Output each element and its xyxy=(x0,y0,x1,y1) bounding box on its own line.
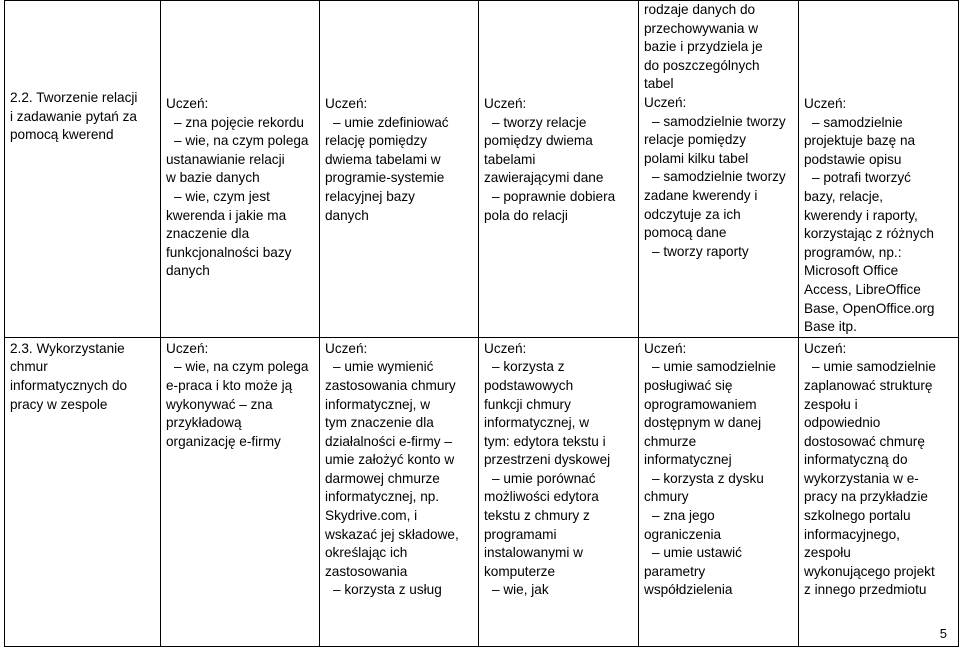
text-line: chmury xyxy=(644,489,689,505)
text-line: informatycznej, w xyxy=(325,396,431,412)
text-line: – umie zdefiniować xyxy=(333,114,449,130)
text-line: polami kilku tabel xyxy=(644,150,749,166)
text-line: dostosować chmurę xyxy=(804,433,925,449)
text-line: – samodzielnie tworzy xyxy=(652,113,786,129)
text-line: w bazie danych xyxy=(166,170,260,186)
text-line: umie założyć konto w xyxy=(325,452,455,468)
text-line: pomiędzy dwiema xyxy=(484,133,593,149)
text-line: wskazać jej składowe, xyxy=(325,526,459,542)
table-row xyxy=(5,337,959,646)
text-line: – korzysta z xyxy=(492,359,565,375)
topic-cell xyxy=(5,1,161,338)
text-line: relacje pomiędzy xyxy=(644,132,746,148)
text-line: Uczeń: xyxy=(166,96,209,111)
text-line: Microsoft Office xyxy=(804,263,899,279)
text-line: zespołu i xyxy=(804,396,858,412)
text-line: e-praca i kto może ją xyxy=(166,377,293,393)
text-line: do poszczególnych xyxy=(644,57,760,73)
text-line: – wie, jak xyxy=(492,582,549,598)
text-line: – tworzy relacje xyxy=(492,114,587,130)
text-line: posługiwać się xyxy=(644,377,733,393)
text-line: szkolnego portalu xyxy=(804,508,911,524)
text-line: zawierającymi dane xyxy=(484,170,604,186)
text-line: tabelami xyxy=(484,151,536,167)
text-line: – wie, czym jest xyxy=(174,188,270,204)
text-line: dostępnym w danej xyxy=(644,415,762,431)
text-line: 2.2. Tworzenie relacji xyxy=(10,90,138,105)
requirement-cell xyxy=(479,1,639,338)
text-line: organizację e-firmy xyxy=(166,433,281,449)
text-line: danych xyxy=(325,207,369,223)
requirement-cell xyxy=(639,337,799,646)
text-line: podstawie opisu xyxy=(804,151,902,167)
text-line: możliwości edytora xyxy=(484,489,599,505)
text-line: korzystając z różnych xyxy=(804,226,934,242)
text-line: z innego przedmiotu xyxy=(804,582,927,598)
requirement-cell xyxy=(161,1,320,338)
text-line: Uczeń: xyxy=(804,96,847,111)
text-line: relacyjnej bazy xyxy=(325,188,415,204)
text-line: pracy na przykładzie xyxy=(804,489,928,505)
text-line: parametry xyxy=(644,563,706,579)
text-line: – tworzy raporty xyxy=(652,243,749,259)
text-line: wykonującego projekt xyxy=(804,563,935,579)
text-line: Access, LibreOffice xyxy=(804,281,921,297)
text-line: odczytuje za ich xyxy=(644,206,741,222)
text-line: informacyjnego, xyxy=(804,526,900,542)
text-line: pomocą dane xyxy=(644,225,727,241)
text-line: Uczeń: xyxy=(484,96,527,111)
text-line: – samodzielnie xyxy=(812,114,903,130)
text-line: podstawowych xyxy=(484,377,574,393)
text-line: instalowanymi w xyxy=(484,545,583,561)
text-line: kwerendy i raporty, xyxy=(804,207,918,223)
text-line: tekstu z chmury z xyxy=(484,508,590,524)
requirement-cell xyxy=(320,337,479,646)
text-line: i zadawanie pytań za xyxy=(10,108,137,124)
text-line: – potrafi tworzyć xyxy=(812,170,911,186)
text-line: informatycznej, np. xyxy=(325,489,440,505)
text-line: tym: edytora tekstu i xyxy=(484,433,606,449)
text-line: programie-systemie xyxy=(325,170,445,186)
text-line: wykorzystania w e- xyxy=(804,470,919,486)
text-line: 2.3. Wykorzystanie xyxy=(10,340,125,356)
requirement-cell xyxy=(479,337,639,646)
text-line: funkcjonalności bazy xyxy=(166,244,292,260)
text-line: – umie wymienić xyxy=(333,359,434,375)
topic-cell xyxy=(5,337,161,646)
curriculum-table xyxy=(4,0,959,647)
text-line: Uczeń: xyxy=(644,340,687,356)
text-line: bazy, relacje, xyxy=(804,188,884,204)
text-line: programami xyxy=(484,526,557,542)
text-line: projektuje bazę na xyxy=(804,133,916,149)
text-line: pola do relacji xyxy=(484,207,568,223)
text-line: Base, OpenOffice.org xyxy=(804,300,935,316)
text-line: Base itp. xyxy=(804,319,857,335)
text-line: wykonywać – zna xyxy=(166,396,273,412)
text-line: danych xyxy=(166,263,210,279)
text-line: – umie samodzielnie xyxy=(812,359,936,375)
text-line: – zna pojęcie rekordu xyxy=(174,114,304,130)
text-line: – korzysta z dysku xyxy=(652,470,764,486)
text-line: określając ich xyxy=(325,545,408,561)
text-line: zadane kwerendy i xyxy=(644,187,758,203)
text-line: tym znaczenie dla xyxy=(325,415,434,431)
text-line: Uczeń: xyxy=(166,340,209,356)
requirement-cell xyxy=(320,1,479,338)
text-line: rodzaje danych do xyxy=(644,2,756,17)
text-line: Skydrive.com, i xyxy=(325,508,418,524)
text-line: informatyczną do xyxy=(804,452,908,468)
text-line: pracy w zespole xyxy=(10,396,108,412)
text-line: chmur xyxy=(10,359,48,375)
requirement-cell xyxy=(161,337,320,646)
text-line: – wie, na czym polega xyxy=(174,133,309,149)
text-line: kwerenda i jakie ma xyxy=(166,207,287,223)
text-line: informatycznej xyxy=(644,452,732,468)
text-line: – korzysta z usług xyxy=(333,582,442,598)
text-line: ustanawianie relacji xyxy=(166,151,285,167)
requirement-cell xyxy=(799,1,959,338)
text-line: przestrzeni dyskowej xyxy=(484,452,611,468)
table-row xyxy=(5,1,959,338)
text-line: przykładową xyxy=(166,415,242,431)
text-line: dwiema tabelami w xyxy=(325,151,441,167)
page-number: 5 xyxy=(939,626,947,641)
text-line: komputerze xyxy=(484,563,556,579)
text-line: chmurze xyxy=(644,433,697,449)
text-line: ograniczenia xyxy=(644,526,722,542)
text-line: Uczeń: xyxy=(644,94,687,110)
requirement-cell xyxy=(639,1,799,338)
text-line: – umie ustawić xyxy=(652,545,742,561)
text-line: zaplanować strukturę xyxy=(804,377,933,393)
text-line: pomocą kwerend xyxy=(10,127,114,143)
text-line: Uczeń: xyxy=(325,96,368,111)
text-line: informatycznej, w xyxy=(484,415,590,431)
text-line: Uczeń: xyxy=(325,340,368,356)
text-line: – samodzielnie tworzy xyxy=(652,169,786,185)
text-line: odpowiednio xyxy=(804,415,881,431)
text-line: – umie samodzielnie xyxy=(652,359,776,375)
text-line: oprogramowaniem xyxy=(644,396,757,412)
text-line: znaczenie dla xyxy=(166,226,250,242)
text-line: relację pomiędzy xyxy=(325,133,427,149)
text-line: – umie porównać xyxy=(492,470,596,486)
text-line: programów, np.: xyxy=(804,244,902,260)
text-line: darmowej chmurze xyxy=(325,470,440,486)
text-line: Uczeń: xyxy=(484,340,527,356)
text-line: – poprawnie dobiera xyxy=(492,188,616,204)
text-line: funkcji chmury xyxy=(484,396,571,412)
text-line: współdzielenia xyxy=(644,582,733,598)
text-line: zastosowania chmury xyxy=(325,377,456,393)
text-line: zastosowania xyxy=(325,563,408,579)
requirement-cell xyxy=(799,337,959,646)
text-line: działalności e-firmy – xyxy=(325,433,452,449)
text-line: bazie i przydziela je xyxy=(644,39,763,55)
text-line: informatycznych do xyxy=(10,377,128,393)
text-line: zespołu xyxy=(804,545,851,561)
text-line: tabel xyxy=(644,76,674,92)
text-line: – wie, na czym polega xyxy=(174,359,309,375)
text-line: – zna jego xyxy=(652,508,715,524)
text-line: przechowywania w xyxy=(644,20,759,36)
text-line: Uczeń: xyxy=(804,340,847,356)
